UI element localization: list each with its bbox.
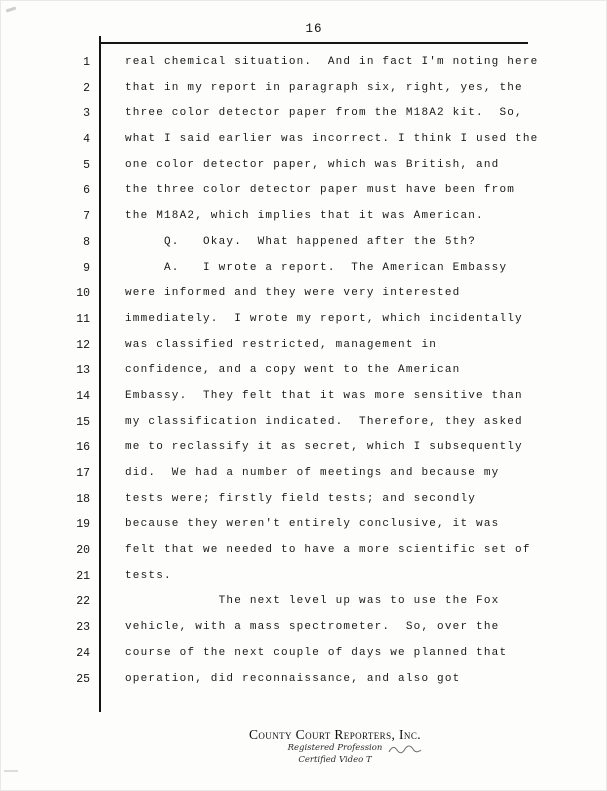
line-text: tests were; firstly field tests; and secondly <box>125 492 477 505</box>
line-number: 11 <box>76 312 90 326</box>
transcript-line <box>0 589 607 615</box>
line-text: real chemical situation. And in fact I'm noting here <box>125 56 539 68</box>
transcript-line <box>0 487 607 513</box>
scan-artifact <box>6 7 16 13</box>
line-text: A. I wrote a report. The American Embassy <box>125 261 508 274</box>
top-rule <box>100 42 528 44</box>
line-text: the three color detector paper must have been from <box>125 184 516 197</box>
line-number: 8 <box>83 235 90 249</box>
line-number: 20 <box>76 544 90 558</box>
line-number: 5 <box>83 158 90 172</box>
transcript-line <box>0 667 607 693</box>
line-text: vehicle, with a mass spectrometer. So, over the <box>125 621 500 634</box>
line-number: 21 <box>76 569 90 583</box>
line-number: 2 <box>83 81 90 95</box>
reporter-certification-line: Certified Video T <box>298 754 372 765</box>
transcript-line <box>0 410 607 436</box>
line-text: what I said earlier was incorrect. I think I used the <box>125 133 539 146</box>
line-number: 10 <box>76 287 90 301</box>
line-text: The next level up was to use the Fox <box>125 595 500 608</box>
line-text: me to reclassify it as secret, which I subsequently <box>125 441 523 454</box>
line-text: the M18A2, which implies that it was American. <box>125 210 484 223</box>
transcript-line <box>0 538 607 564</box>
transcript-line <box>0 461 607 487</box>
transcript-line <box>0 101 607 127</box>
transcript-line <box>0 50 607 76</box>
line-number: 15 <box>76 415 90 429</box>
line-number: 13 <box>76 364 90 378</box>
transcript-line <box>0 76 607 102</box>
page-number: 16 <box>305 22 323 36</box>
reporter-company-name: County Court Reporters, Inc. <box>248 727 421 742</box>
transcript-line <box>0 127 607 153</box>
line-text: was classified restricted, management in <box>125 338 438 351</box>
line-number: 25 <box>76 672 90 686</box>
reporter-footer <box>65 727 605 766</box>
transcript-line <box>0 153 607 179</box>
transcript-line <box>0 178 607 204</box>
line-number: 3 <box>83 107 90 121</box>
line-text: one color detector paper, which was British, and <box>125 158 500 171</box>
line-number: 9 <box>83 261 90 275</box>
line-text: confidence, and a copy went to the American <box>125 364 461 377</box>
line-text: three color detector paper from the M18A2 kit. So, <box>125 107 523 120</box>
transcript-line <box>0 641 607 667</box>
transcript-line <box>0 281 607 307</box>
line-number: 6 <box>83 184 90 198</box>
line-text: felt that we needed to have a more scientific set of <box>125 544 531 557</box>
line-number: 18 <box>76 492 90 506</box>
line-text: course of the next couple of days we planned that <box>125 646 508 659</box>
transcript-line <box>0 358 607 384</box>
line-number: 16 <box>76 441 90 455</box>
scan-artifact <box>4 770 18 772</box>
transcript-line <box>0 512 607 538</box>
line-number: 12 <box>76 338 90 352</box>
line-number: 14 <box>76 389 90 403</box>
line-text: operation, did reconnaissance, and also got <box>125 672 461 685</box>
line-number: 4 <box>83 133 90 147</box>
transcript-line <box>0 204 607 230</box>
line-number: 23 <box>76 621 90 635</box>
line-number: 1 <box>83 56 90 69</box>
transcript-line <box>0 307 607 333</box>
line-number: 17 <box>76 467 90 480</box>
line-text: tests. <box>125 569 172 582</box>
line-text: that in my report in paragraph six, right, yes, the <box>125 81 523 94</box>
line-text: my classification indicated. Therefore, they asked <box>125 415 523 428</box>
line-text: did. We had a number of meetings and because my <box>125 467 500 479</box>
line-text: were informed and they were very interested <box>125 287 461 300</box>
transcript-line <box>0 333 607 359</box>
transcript-line <box>0 564 607 590</box>
line-number: 19 <box>76 518 90 532</box>
transcript-line <box>0 615 607 641</box>
line-text: because they weren't entirely conclusive, it was <box>125 518 500 531</box>
line-number: 7 <box>83 210 90 224</box>
reporter-registration-line: Registered Profession <box>287 743 383 753</box>
line-text: Q. Okay. What happened after the 5th? <box>125 235 477 248</box>
line-text: immediately. I wrote my report, which incidentally <box>125 312 523 325</box>
transcript-line <box>0 230 607 256</box>
line-number: 22 <box>76 595 90 609</box>
transcript-line <box>0 384 607 410</box>
transcript-body <box>0 50 607 692</box>
line-number: 24 <box>76 646 90 660</box>
line-text: Embassy. They felt that it was more sensitive than <box>125 389 523 402</box>
transcript-line <box>0 256 607 282</box>
transcript-line <box>0 435 607 461</box>
handwritten-mark <box>388 744 422 756</box>
